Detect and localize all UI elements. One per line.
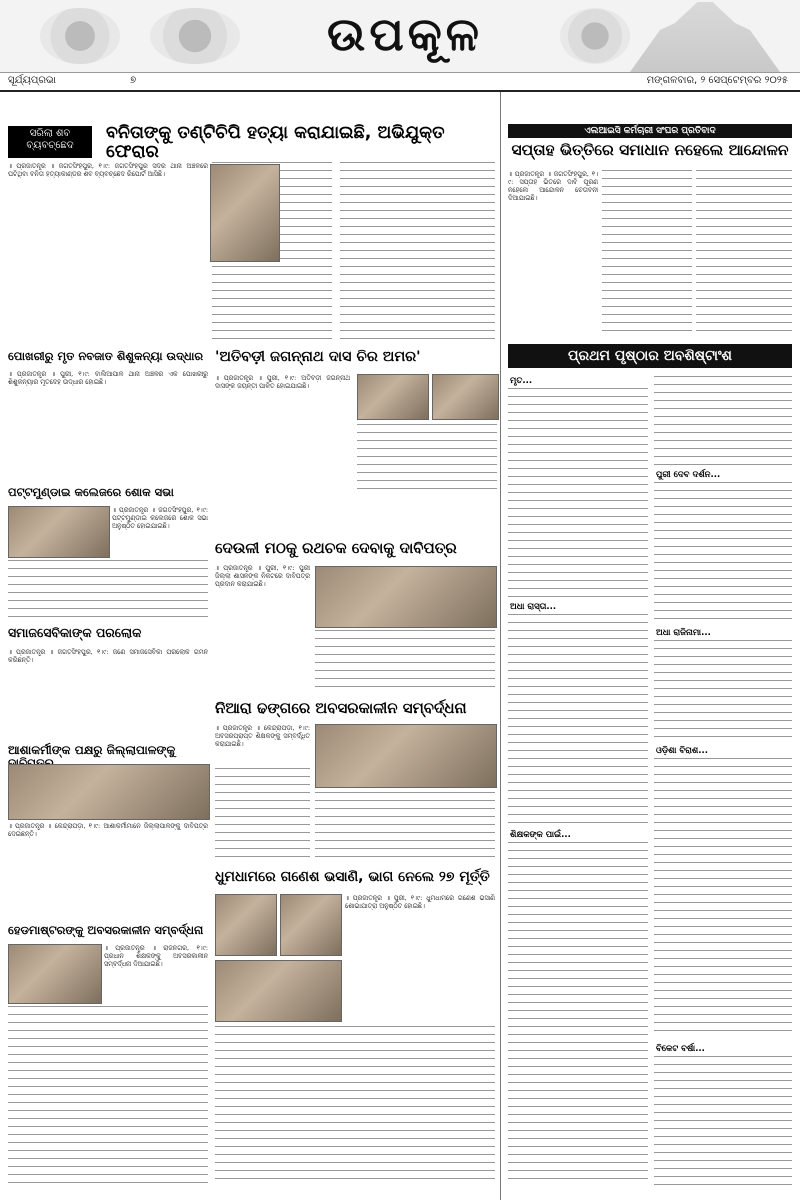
subhead: ପୁରୀ ଦେବ ଦର୍ଶନ... xyxy=(656,470,721,480)
subhead: ବିକେଟ ବର୍ଷା... xyxy=(656,1044,705,1054)
story-headline: ଧୁମଧାମରେ ଗଣେଶ ଭସାଣି, ଭାଗ ନେଲେ ୨୭ ମୂର୍ତ୍ତି xyxy=(215,869,490,885)
story-body xyxy=(8,560,208,622)
event-photo xyxy=(357,374,429,420)
story-body: ॥ ପ୍ରଜାତନ୍ତ୍ର ॥ କେନ୍ଦ୍ରାପଡ଼ା, ୧।୯: ଅବସରପ୍ରାପ୍ତ ଶିକ୍ଷକଙ୍କୁ ସମ୍ବର୍ଦ୍ଧିତ କରାଯାଇଛି। xyxy=(215,724,310,749)
procession-photo xyxy=(215,960,342,1022)
idol-photo xyxy=(280,894,342,956)
story-body xyxy=(340,162,495,342)
story-body xyxy=(654,640,792,740)
paper-name: ସୂର୍ଯ୍ୟପ୍ରଭା xyxy=(8,75,57,86)
woman-photo xyxy=(210,164,280,262)
story-body xyxy=(215,768,310,860)
masthead-title: ଉପକୂଳ xyxy=(327,7,483,61)
story-body xyxy=(315,792,495,860)
subhead: ଅଧା ରାଜିନାମା... xyxy=(656,628,711,638)
wheel-decoration xyxy=(150,8,240,64)
story-body xyxy=(508,388,648,598)
story-body: ॥ ପ୍ରଜାତନ୍ତ୍ର ॥ ପୁରୀ, ୧।୯: ଧୁମଧାମରେ ଗଣେଶ ଭସାଣି ଶୋଭାଯାତ୍ରା ଅନୁଷ୍ଠିତ ହୋଇଛି। xyxy=(345,894,495,911)
story-body: ॥ ପ୍ରଜାତନ୍ତ୍ର ॥ ପୁରୀ, ୧।୯: ଅତିବଡ଼ୀ ଜଗନ୍ନାଥ ଦାସଙ୍କ ଜୟନ୍ତୀ ପାଳିତ ହୋଇଯାଇଛି। xyxy=(215,374,350,391)
story-headline: ଦେଉଳୀ ମଠକୁ ରଥଚକ ଦେବାକୁ ଦାବିପତ୍ର xyxy=(215,539,457,557)
subhead: ଓଡ଼ିଶା ବିରାଶ... xyxy=(656,746,708,756)
story-body xyxy=(508,614,648,824)
story-headline: ସମାଜସେବିକାଙ୍କ ପରଲୋକ xyxy=(8,625,142,640)
story-headline: ସପ୍ତାହ ଭିତ୍ତିରେ ସମାଧାନ ନହେଲେ ଆନ୍ଦୋଳନ xyxy=(511,141,789,159)
story-body xyxy=(602,170,692,335)
publish-date: ମଙ୍ଗଳବାର, ୨ ସେପ୍ଟେମ୍ବର ୨୦୨୫ xyxy=(646,75,788,86)
story-body: ॥ ପ୍ରଜାତନ୍ତ୍ର ॥ ପୁରୀ, ୧।୯: ବାଲିଆପାଳ ଥାନା ଅଞ୍ଚଳର ଏକ ପୋଖରୀରୁ ଶିଶୁକନ୍ୟାର ମୃତଦେହ ଉଦ୍ଧାର ହୋଇଛି। xyxy=(8,370,208,387)
story-headline: ହେଡମାଷ୍ଟରଙ୍କୁ ଅବସରକାଳୀନ ସମ୍ବର୍ଦ୍ଧନା xyxy=(8,923,204,937)
story-body xyxy=(357,424,497,494)
subhead: ଶିକ୍ଷକଙ୍କ ପାଇଁ... xyxy=(510,830,571,840)
memorandum-photo xyxy=(315,566,497,628)
protest-photo xyxy=(8,764,210,820)
story-body: ॥ ପ୍ରଜାତନ୍ତ୍ର ॥ କେନ୍ଦ୍ରାପଡ଼ା, ୧।୯: ଆଶାକର୍ମୀମାନେ ଜିଲ୍ଲାପାଳଙ୍କୁ ଦାବିପତ୍ର ଦେଇଛନ୍ତି। xyxy=(8,822,208,839)
ceremony-photo xyxy=(315,724,497,788)
meeting-photo xyxy=(8,506,110,558)
story-body xyxy=(8,1006,208,1186)
story-headline: ନିଆରା ଢଙ୍ଗରେ ଅବସରକାଳୀନ ସମ୍ବର୍ଦ୍ଧନା xyxy=(215,699,467,717)
story-headline: ପଟ୍ଟମୁଣ୍ଡାଇ କଲେଜରେ ଶୋକ ସଭା xyxy=(8,485,174,499)
dateline-bar xyxy=(0,72,800,92)
story-body: ॥ ପ୍ରଜାତନ୍ତ୍ର ॥ ଜଗତସିଂହପୁର, ୧।୯: ସପ୍ତାହ ଭିତରେ ଦାବି ପୂରଣ ନହେଲେ ଆନ୍ଦୋଳନ ଚେତାବନୀ ଦିଆଯାଇଛି। xyxy=(508,170,598,203)
story-body xyxy=(654,758,792,1038)
idol-photo xyxy=(215,894,277,956)
story-headline: 'ଅତିବଡ଼ୀ ଜଗନ୍ନାଥ ଦାସ ଚିର ଅମର' xyxy=(215,349,421,365)
subhead: ଅଧା ରାସ୍ତା... xyxy=(510,602,557,612)
story-body: ॥ ପ୍ରଜାତନ୍ତ୍ର ॥ ଜଗତସିଂହପୁର, ୧।୯: ଜଣେ ସମାଜସେବିକା ପରଲୋକ ଗମନ କରିଛନ୍ତି। xyxy=(8,648,208,665)
story-body: ॥ ପ୍ରଜାତନ୍ତ୍ର ॥ ଜଗତସିଂହପୁର, ୧।୯: ପଟ୍ଟମୁଣ୍ଡାଇ କଲେଜରେ ଶୋକ ସଭା ଅନୁଷ୍ଠିତ ହୋଇଯାଇଛି। xyxy=(112,506,208,531)
story-headline: ବନିତାଙ୍କୁ ତଣ୍ଟିଚିପି ହତ୍ୟା କରାଯାଇଛି, ଅଭିଯୁକ୍ତ ଫେରାର xyxy=(106,123,445,163)
story-headline: ଆଶାକର୍ମୀଙ୍କ ପକ୍ଷରୁ ଜିଲ୍ଲାପାଳଙ୍କୁ xyxy=(8,743,176,757)
story-body xyxy=(215,1026,495,1186)
felicitation-photo xyxy=(8,944,102,1004)
story-headline: ପୋଖରୀରୁ ମୃତ ନବଜାତ ଶିଶୁକନ୍ୟା ଉଦ୍ଧାର xyxy=(8,349,204,363)
story-body xyxy=(654,1056,792,1186)
story-body xyxy=(654,376,792,466)
masthead xyxy=(0,0,800,73)
continuation-header: ପ୍ରଥମ ପୃଷ୍ଠାର ଅବଶିଷ୍ଟାଂଶ xyxy=(508,344,792,368)
story-body xyxy=(654,482,792,622)
story-kicker: ଏଲଆଇସି କର୍ମଚାରୀ ସଂଘର ପ୍ରତିବାଦ xyxy=(508,124,792,138)
story-tag: ସରିଲା ଶବ ବ୍ୟବଚ୍ଛେଦ xyxy=(8,126,92,158)
wheel-decoration xyxy=(560,8,630,64)
story-body: ॥ ପ୍ରଜାତନ୍ତ୍ର ॥ ରାଜନଗର, ୧।୯: ପ୍ରଧାନ ଶିକ୍ଷକଙ୍କୁ ଅବସରକାଳୀନ ସମ୍ବର୍ଦ୍ଧନା ଦିଆଯାଇଛି। xyxy=(104,944,208,969)
event-photo xyxy=(432,374,499,420)
page-number: ୭ xyxy=(130,75,137,86)
story-body: ॥ ପ୍ରଜାତନ୍ତ୍ର ॥ ପୁରୀ, ୧।୯: ପୁରୀ ଜିଲ୍ଲା ଶାସନଙ୍କ ନିକଟରେ ଦାବିପତ୍ର ପ୍ରଦାନ କରାଯାଇଛି। xyxy=(215,564,310,589)
story-body: ॥ ପ୍ରଜାତନ୍ତ୍ର ॥ ଜଗତସିଂହପୁର, ୧।୯: ଜଗତସିଂହପୁର ସଦର ଥାନା ଅଞ୍ଚଳରେ ଘଟିଥିବା ବନିତା ହତ୍ୟାକାଣ୍ଡର ଶବ ବ୍ୟବଚ୍ଛେଦ ରିପୋର୍ଟ ଆସିଛି। xyxy=(8,162,208,179)
story-body xyxy=(315,630,495,690)
story-body xyxy=(508,842,648,1186)
wheel-decoration xyxy=(40,8,120,64)
temple-illustration xyxy=(630,2,780,72)
subhead: ମୃତ... xyxy=(510,376,533,386)
story-body xyxy=(696,170,792,335)
